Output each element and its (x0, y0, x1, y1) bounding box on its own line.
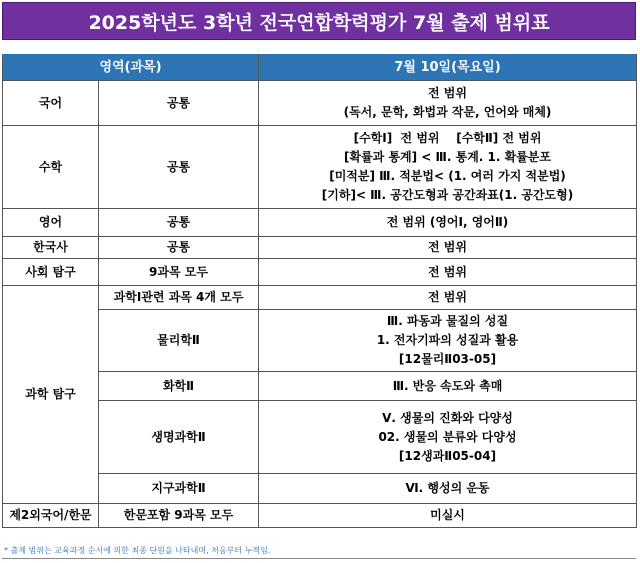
table-row-science-2 (3, 310, 637, 372)
area-cell: 과학 탐구 (3, 286, 99, 504)
area-cell: 국어 (3, 81, 99, 126)
subject-cell: 공통 (99, 209, 259, 237)
table-row-science-1 (3, 286, 637, 310)
range-line: [미적분] Ⅲ. 적분법< (1. 여러 가지 적분법) (329, 169, 566, 183)
table-row-second-language (3, 504, 637, 528)
table-row-korean (3, 81, 637, 126)
range-cell: 미실시 (259, 504, 637, 528)
range-line: 전 범위 (428, 86, 467, 100)
range-cell (259, 310, 637, 372)
range-cell: Ⅵ. 행성의 운동 (259, 474, 637, 504)
range-line: 02. 생물의 분류와 다양성 (378, 429, 517, 444)
range-line: [기하]< Ⅲ. 공간도형과 공간좌표(1. 공간도형) (321, 188, 574, 202)
subject-cell: 공통 (99, 81, 259, 126)
range-line: [확률과 통계] < Ⅲ. 통계. 1. 확률분포 (344, 150, 551, 164)
range-line: [수학Ⅰ] 전 범위 [수학Ⅱ] 전 범위 (353, 131, 542, 145)
range-cell (259, 81, 637, 126)
table-row-science-3 (3, 372, 637, 401)
footnote: * 출제 범위는 교육과정 순서에 의한 최종 단원을 나타내며, 처음부터 누적임. (4, 546, 271, 555)
subject-cell: 한문포함 9과목 모두 (99, 504, 259, 528)
subject-cell: 지구과학Ⅱ (99, 474, 259, 504)
page-title: 2025학년도 3학년 전국연합학력평가 7월 출제 범위표 (2, 2, 636, 40)
range-line: (독서, 문학, 화법과 작문, 언어와 매체) (343, 105, 552, 119)
area-cell: 제2외국어/한문 (3, 504, 99, 528)
table-row-science-5 (3, 474, 637, 504)
range-line: [12생과Ⅱ05-04] (398, 448, 497, 463)
range-cell: 전 범위 (259, 259, 637, 286)
range-cell: 전 범위 (259, 237, 637, 259)
range-cell: 전 범위 (영어Ⅰ, 영어Ⅱ) (259, 209, 637, 237)
table-row-science-4 (3, 401, 637, 474)
area-cell: 영어 (3, 209, 99, 237)
table-header-row (3, 55, 637, 81)
range-line: Ⅴ. 생물의 진화와 다양성 (382, 410, 513, 425)
table-row-english (3, 209, 637, 237)
range-line: 1. 전자기파의 성질과 활용 (376, 333, 519, 347)
subject-cell: 화학Ⅱ (99, 372, 259, 401)
subject-cell: 9과목 모두 (99, 259, 259, 286)
range-cell (259, 401, 637, 474)
table-row-history (3, 237, 637, 259)
subject-cell: 공통 (99, 237, 259, 259)
table-row-social (3, 259, 637, 286)
range-cell: 전 범위 (259, 286, 637, 310)
range-line: Ⅲ. 파동과 물질의 성질 (386, 314, 509, 328)
subject-cell: 물리학Ⅱ (99, 310, 259, 372)
header-date: 7월 10일(목요일) (259, 55, 637, 81)
subject-cell: 과학Ⅰ관련 과목 4개 모두 (99, 286, 259, 310)
subject-cell: 공통 (99, 126, 259, 209)
header-area: 영역(과목) (3, 55, 259, 81)
range-line: [12물리Ⅱ03-05] (398, 352, 497, 366)
divider (2, 558, 636, 559)
area-cell: 사회 탐구 (3, 259, 99, 286)
range-cell (259, 126, 637, 209)
table-row-math (3, 126, 637, 209)
exam-range-table (2, 54, 637, 528)
area-cell: 한국사 (3, 237, 99, 259)
area-cell: 수학 (3, 126, 99, 209)
range-cell: Ⅲ. 반응 속도와 촉매 (259, 372, 637, 401)
subject-cell: 생명과학Ⅱ (99, 401, 259, 474)
